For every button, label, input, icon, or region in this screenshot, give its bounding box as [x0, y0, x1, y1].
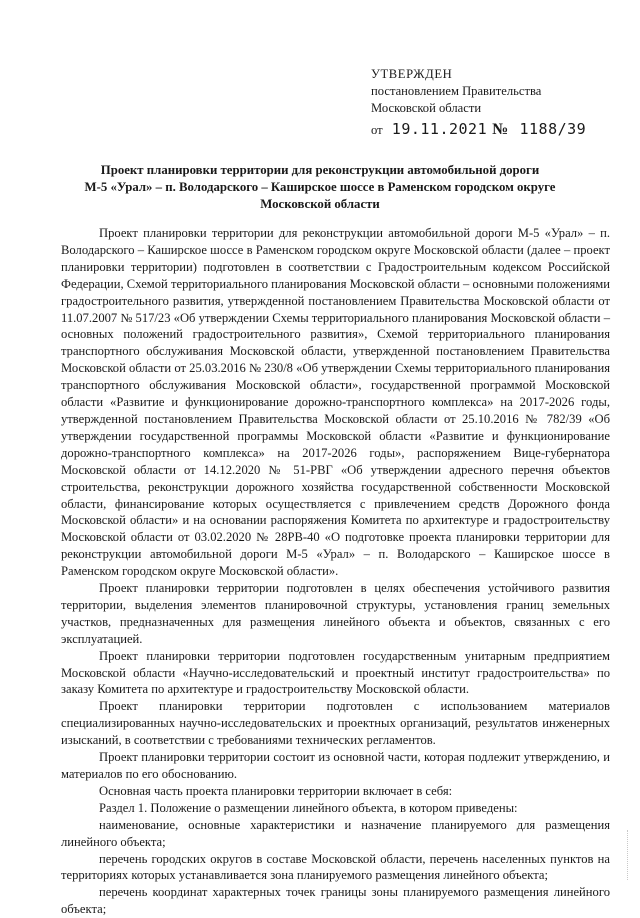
paragraph: Проект планировки территории подготовлен государственным унитарным предприятием Московской области «Научно-исследовательский и проектный институт градостроительства» по заказу Комитета по архитектуре и градостроительству Московской области. [61, 648, 610, 697]
approval-stamp [371, 66, 611, 139]
document-body [61, 225, 610, 918]
approval-region: Московской области [371, 101, 482, 115]
title-line-3: Московской области [260, 197, 380, 211]
paragraph: перечень координат характерных точек границы зоны планируемого размещения линейного объекта; [61, 885, 610, 917]
paragraph: Проект планировки территории подготовлен в целях обеспечения устойчивого развития территории, выделения элементов планировочной структуры, установления границ земельных участков, предназначенных для размещения линейного объекта и объектов, связанных с его эксплуатацией. [61, 581, 610, 646]
paragraph: Раздел 1. Положение о размещении линейного объекта, в котором приведены: [99, 800, 518, 815]
paragraph: наименование, основные характеристики и назначение планируемого для размещения линейного объекта; [61, 817, 610, 849]
title-line-1: Проект планировки территории для реконструкции автомобильной дороги [100, 163, 540, 177]
paragraph: Проект планировки территории для реконструкции автомобильной дороги М-5 «Урал» – п. Володарского – Каширское шоссе в Раменском городском округе Московской области (далее – проект планировки территории) подготовлен в соответствии с Градостроительным кодексом Российской Федерации, Схемой территориального планирования Московской области – основными положениями градостроительного развития, утвержденной постановлением Правительства Московской области от 11.07.2007 № 517/23 «Об утверждении Схемы территориального планирования Московской области – основных положений градостроительного развития», Схемой территориального планирования транспортного обслуживания Московской области, утвержденной постановлением Правительства Московской области от 25.03.2016 № 230/8 «Об утверждении Схемы территориального планирования транспортного обслуживания Московской области», государственной программой Московской области «Развитие и функционирование дорожно-транспортного комплекса» на 2017-2026 годы, утвержденной постановлением Правительства Московской области от 25.10.2016 № 782/39 «Об утверждении государственной программы Московской области «Развитие и функционирование дорожно-транспортного комплекса» на 2017-2026 годы», распоряжением Вице-губернатора Московской области от 14.12.2020 № 51-РВГ «Об утверждении адресного перечня объектов строительства, реконструкции дорожного хозяйства государственной собственности Московской области, финансирование которых осуществляется с привлечением средств Дорожного фонда Московской области» и на основании распоряжения Комитета по архитектуре и градостроительству Московской области от 03.02.2020 № 28РВ-40 «О подготовке проекта планировки территории для реконструкции автомобильной дороги М-5 «Урал» – п. Володарского – Каширское шоссе в Раменском городском округе Московской области». [61, 226, 610, 579]
date-prefix: от [371, 123, 383, 137]
document-title [60, 162, 580, 213]
approval-heading: УТВЕРЖДЕН [371, 67, 453, 81]
paragraph: Проект планировки территории состоит из основной части, которая подлежит утверждению, и материалов по его обоснованию. [61, 750, 610, 781]
title-line-2: М-5 «Урал» – п. Володарского – Каширское шоссе в Раменском городском округе [84, 180, 556, 194]
approval-date: 19.11.2021 [391, 120, 488, 138]
paragraph: Проект планировки территории подготовлен с использованием материалов специализированных научно-исследовательских и проектных организаций, результатов инженерных изысканий, в соответствии с требованиями технических регламентов. [61, 699, 610, 748]
approval-date-line [371, 121, 611, 139]
paragraph: Основная часть проекта планировки территории включает в себя: [99, 783, 453, 798]
scan-edge-mark [627, 830, 632, 880]
approval-authority: постановлением Правительства [371, 84, 542, 98]
paragraph: перечень городских округов в составе Московской области, перечень населенных пунктов на территориях которых устанавливается зона планируемого размещения линейного объекта; [61, 851, 610, 883]
approval-number: 1188/39 [519, 120, 587, 138]
number-sign: № [492, 121, 509, 138]
